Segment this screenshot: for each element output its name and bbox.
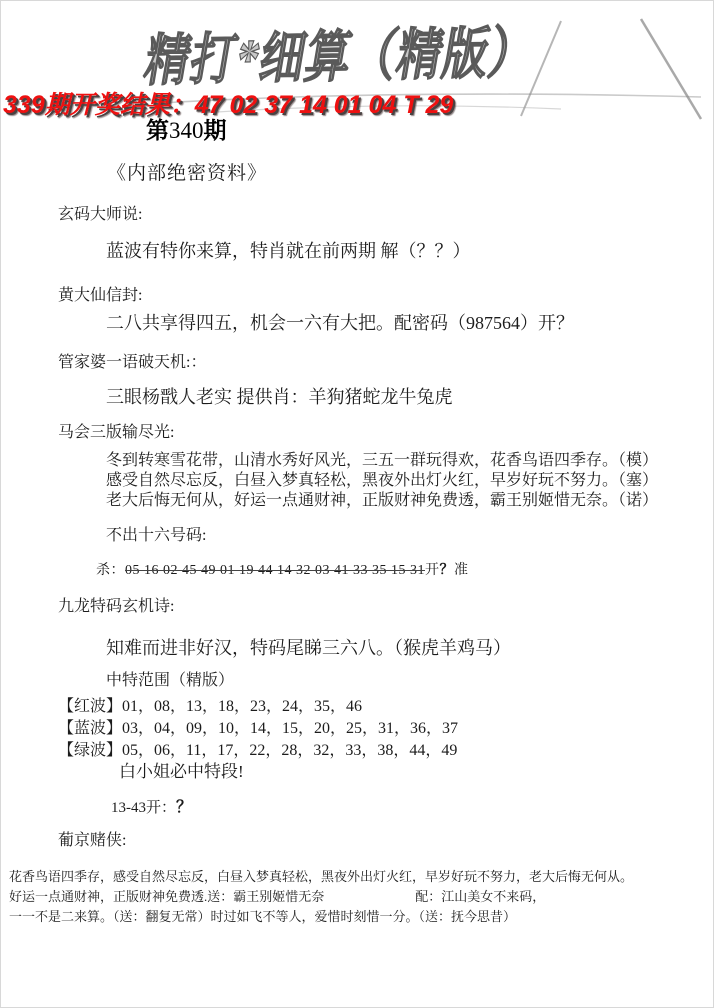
- poem-line-1: 冬到转寒雪花带，山清水秀好风光，三五一群玩得欢，花香鸟语四季存。（模）: [106, 452, 659, 469]
- heading-pujing-gambler: 葡京赌侠:: [58, 832, 127, 849]
- kill-prefix: 杀：: [96, 563, 125, 578]
- heading-guanjiapo: 管家婆一语破天机:：: [58, 354, 207, 371]
- heading-jiulong-poem: 九龙特码玄机诗:: [58, 598, 175, 615]
- heading-huang-daxian: 黄大仙信封:: [58, 287, 143, 304]
- kill-question-mark: ？: [439, 563, 454, 578]
- current-issue-number: [146, 112, 227, 145]
- footer-line-3: 一一不是二来算。（送：翻复无常）时过如飞不等人，爱惜时刻惜一分。（送：抚今思昔）: [9, 909, 517, 924]
- wave-numbers-blue: 03，04，09，10，14，15，20，25，31，36，37: [122, 720, 459, 737]
- previous-draw-result: 339期开奖结果：47 02 37 14 01 04 T 29: [3, 91, 454, 119]
- heading-special-range: 中特范围（精版）: [106, 672, 235, 689]
- tip-guanjiapo: 三眼杨戬人老实 提供肖：羊狗猪蛇龙牛兔虎: [106, 387, 453, 407]
- tip-bai-xiaojie: 白小姐必中特段!: [119, 762, 244, 781]
- kill-numbers-struck: 05 16 02 45 49 01 19 44 14 32 03 41 33 35 15 31: [125, 563, 425, 578]
- kill-numbers-line: [96, 559, 469, 579]
- issue-prefix: 第: [146, 118, 169, 143]
- secret-document-title: 《内部绝密资料》: [107, 163, 268, 184]
- issue-suffix: 期: [203, 118, 227, 143]
- issue-number: 340: [169, 118, 204, 143]
- wave-row-green: [58, 737, 457, 760]
- range-open-question-mark: ？: [176, 799, 193, 816]
- wave-numbers-red: 01，08，13，18，23，24，35，46: [122, 698, 363, 715]
- tip-jiulong: 知难而进非好汉，特码尾睇三六八。（猴虎羊鸡马）: [106, 638, 511, 658]
- kill-accurate: 准: [454, 563, 469, 578]
- kill-open: 开: [425, 563, 440, 578]
- wave-label-blue: 【蓝波】: [58, 720, 123, 737]
- heading-xuanma-master: 玄码大师说:: [58, 206, 143, 223]
- heading-sixteen-numbers: 不出十六号码:: [106, 527, 207, 544]
- range-open-line: [111, 794, 192, 817]
- heading-mahui-sanban: 马会三版输尽光:: [58, 424, 175, 441]
- wave-numbers-green: 05，06，11，17，22，28，32，33，38，44，49: [122, 742, 458, 759]
- poem-line-3: 老大后悔无何从，好运一点通财神，正版财神免费透，霸王别姬惜无奈。（诺）: [106, 492, 659, 509]
- tip-huang-daxian: 二八共享得四五，机会一六有大把。配密码（987564）开？: [106, 313, 574, 333]
- footer-line-2: 好运一点通财神，正版财神免费透.送：霸王别姬惜无奈 配：江山美女不来码，: [9, 889, 546, 904]
- wave-row-red: [58, 693, 362, 716]
- footer-line-1: 花香鸟语四季存，感受自然尽忘反，白昼入梦真轻松，黑夜外出灯火红，早岁好玩不努力，老大后悔无何从。: [9, 869, 634, 884]
- sketch-title-text: 精打*细算（精版）: [140, 22, 541, 93]
- wave-label-red: 【红波】: [58, 698, 123, 715]
- wave-row-blue: [58, 715, 458, 738]
- poem-line-2: 感受自然尽忘反，白昼入梦真轻松，黑夜外出灯火红，早岁好玩不努力。（塞）: [106, 472, 659, 489]
- tip-xuanma-master: 蓝波有特你来算，特肖就在前两期 解（？？）: [106, 241, 471, 261]
- wave-label-green: 【绿波】: [58, 742, 123, 759]
- range-open-prefix: 13-43开：: [111, 800, 176, 816]
